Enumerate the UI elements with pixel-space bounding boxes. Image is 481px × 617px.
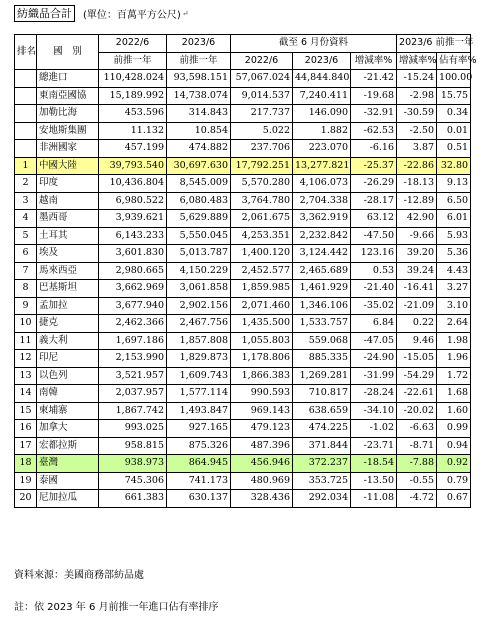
value-cell-a: 6,980.522: [99, 192, 167, 210]
table-row: [15, 437, 471, 455]
value-cell-g: 1.60: [437, 402, 471, 420]
table-row: [15, 210, 471, 228]
rank-cell: [15, 87, 37, 105]
value-cell-g: 3.10: [437, 297, 471, 315]
header-growth: 增減率%: [351, 52, 397, 70]
value-cell-d: 7,240.411: [293, 87, 351, 105]
value-cell-e: 6.84: [351, 315, 397, 333]
table-row: [15, 297, 471, 315]
table-row: [15, 157, 471, 175]
header-share: 佔有率%: [437, 52, 471, 70]
value-cell-b: 4,150.229: [167, 262, 231, 280]
rank-cell: 16: [15, 420, 37, 438]
value-cell-e: -23.71: [351, 437, 397, 455]
value-cell-e: -21.42: [351, 70, 397, 88]
value-cell-f: -12.89: [397, 192, 437, 210]
value-cell-b: 741.173: [167, 472, 231, 490]
value-cell-e: -62.53: [351, 122, 397, 140]
table-row: [15, 420, 471, 438]
value-cell-d: 1.882: [293, 122, 351, 140]
value-cell-g: 1.68: [437, 385, 471, 403]
value-cell-e: -11.08: [351, 490, 397, 508]
value-cell-e: -35.02: [351, 297, 397, 315]
value-cell-d: 710.817: [293, 385, 351, 403]
table-row: [15, 140, 471, 158]
rank-cell: 3: [15, 192, 37, 210]
source-note: 資料來源：美國商務部紡品處: [14, 570, 144, 581]
value-cell-a: 3,521.957: [99, 367, 167, 385]
rank-cell: [15, 70, 37, 88]
value-cell-c: 2,452.577: [231, 262, 293, 280]
value-cell-e: -13.50: [351, 472, 397, 490]
value-cell-b: 2,467.756: [167, 315, 231, 333]
value-cell-c: 2,071.460: [231, 297, 293, 315]
header-country: 國 別: [37, 35, 99, 70]
value-cell-c: 17,792.251: [231, 157, 293, 175]
value-cell-c: 5,570.280: [231, 175, 293, 193]
value-cell-a: 2,153.990: [99, 350, 167, 368]
value-cell-e: -34.10: [351, 402, 397, 420]
return-mark-icon: ↵: [181, 8, 189, 18]
header-rank: 排名: [15, 35, 37, 70]
value-cell-f: -15.24: [397, 70, 437, 88]
value-cell-c: 2,061.675: [231, 210, 293, 228]
value-cell-a: 993.025: [99, 420, 167, 438]
value-cell-d: 2,232.842: [293, 227, 351, 245]
country-cell: 尼加拉瓜: [37, 490, 99, 508]
value-cell-d: 1,461.929: [293, 280, 351, 298]
import-table: [14, 34, 477, 508]
title-row: [14, 4, 189, 22]
table-row: [15, 70, 471, 88]
footnote: 註：依 2023 年 6 月前推一年進口佔有率排序: [14, 602, 219, 613]
value-cell-a: 2,037.957: [99, 385, 167, 403]
rank-cell: 12: [15, 350, 37, 368]
value-cell-a: 3,662.969: [99, 280, 167, 298]
value-cell-a: 110,428.024: [99, 70, 167, 88]
table-row: [15, 350, 471, 368]
value-cell-f: 9.46: [397, 332, 437, 350]
country-cell: 總進口: [37, 70, 99, 88]
table-row: [15, 245, 471, 263]
value-cell-a: 1,867.742: [99, 402, 167, 420]
value-cell-a: 3,677.940: [99, 297, 167, 315]
country-cell: 埃及: [37, 245, 99, 263]
value-cell-g: 32.80: [437, 157, 471, 175]
value-cell-a: 3,939.621: [99, 210, 167, 228]
value-cell-b: 1,493.847: [167, 402, 231, 420]
value-cell-g: 6.01: [437, 210, 471, 228]
value-cell-f: -4.72: [397, 490, 437, 508]
value-cell-b: 10.854: [167, 122, 231, 140]
table-row: [15, 367, 471, 385]
value-cell-a: 6,143.233: [99, 227, 167, 245]
value-cell-b: 630.137: [167, 490, 231, 508]
table-row: [15, 122, 471, 140]
rank-cell: 6: [15, 245, 37, 263]
country-cell: 孟加拉: [37, 297, 99, 315]
table-row: [15, 280, 471, 298]
value-cell-f: -15.05: [397, 350, 437, 368]
value-cell-c: 237.706: [231, 140, 293, 158]
value-cell-g: 5.36: [437, 245, 471, 263]
value-cell-a: 3,601.830: [99, 245, 167, 263]
header-2022: 2022/6: [99, 35, 167, 53]
header-growth-2: 增減率%: [397, 52, 437, 70]
country-cell: 捷克: [37, 315, 99, 333]
value-cell-c: 1,055.803: [231, 332, 293, 350]
value-cell-d: 4,106.073: [293, 175, 351, 193]
value-cell-c: 487.396: [231, 437, 293, 455]
value-cell-g: 0.92: [437, 455, 471, 473]
value-cell-g: 9.13: [437, 175, 471, 193]
value-cell-c: 1,178.806: [231, 350, 293, 368]
header-prev-year-a: 前推一年: [99, 52, 167, 70]
country-cell: 臺灣: [37, 455, 99, 473]
value-cell-g: 6.50: [437, 192, 471, 210]
value-cell-a: 2,980.665: [99, 262, 167, 280]
rank-cell: 9: [15, 297, 37, 315]
value-cell-g: 1.72: [437, 367, 471, 385]
rank-cell: 14: [15, 385, 37, 403]
country-cell: 加勒比海: [37, 105, 99, 123]
rank-cell: 4: [15, 210, 37, 228]
value-cell-a: 1,697.186: [99, 332, 167, 350]
value-cell-g: 15.75: [437, 87, 471, 105]
country-cell: 安地斯集團: [37, 122, 99, 140]
value-cell-b: 3,061.858: [167, 280, 231, 298]
value-cell-g: 0.34: [437, 105, 471, 123]
value-cell-f: -22.61: [397, 385, 437, 403]
value-cell-a: 938.973: [99, 455, 167, 473]
value-cell-b: 14,738.074: [167, 87, 231, 105]
value-cell-f: 39.24: [397, 262, 437, 280]
value-cell-d: 371.844: [293, 437, 351, 455]
value-cell-b: 5,629.889: [167, 210, 231, 228]
value-cell-e: -31.99: [351, 367, 397, 385]
value-cell-c: 217.737: [231, 105, 293, 123]
country-cell: 印尼: [37, 350, 99, 368]
country-cell: 馬來西亞: [37, 262, 99, 280]
value-cell-b: 864.945: [167, 455, 231, 473]
country-cell: 印度: [37, 175, 99, 193]
table-row: [15, 455, 471, 473]
value-cell-b: 875.326: [167, 437, 231, 455]
rank-cell: 13: [15, 367, 37, 385]
country-cell: 以色列: [37, 367, 99, 385]
value-cell-b: 927.165: [167, 420, 231, 438]
value-cell-c: 9,014.537: [231, 87, 293, 105]
value-cell-d: 1,269.281: [293, 367, 351, 385]
rank-cell: 5: [15, 227, 37, 245]
value-cell-f: -18.13: [397, 175, 437, 193]
table-row: [15, 175, 471, 193]
value-cell-f: -54.29: [397, 367, 437, 385]
value-cell-g: 2.64: [437, 315, 471, 333]
value-cell-g: 3.27: [437, 280, 471, 298]
value-cell-e: -19.68: [351, 87, 397, 105]
rank-cell: 1: [15, 157, 37, 175]
country-cell: 巴基斯坦: [37, 280, 99, 298]
table-row: [15, 402, 471, 420]
value-cell-f: 3.87: [397, 140, 437, 158]
value-cell-a: 453.596: [99, 105, 167, 123]
table-row: [15, 262, 471, 280]
value-cell-b: 8,545.009: [167, 175, 231, 193]
table-row: [15, 192, 471, 210]
header-row-1: [15, 35, 471, 53]
value-cell-f: -22.86: [397, 157, 437, 175]
value-cell-c: 4,253.351: [231, 227, 293, 245]
value-cell-b: 474.882: [167, 140, 231, 158]
country-cell: 東南亞國協: [37, 87, 99, 105]
value-cell-f: -2.98: [397, 87, 437, 105]
value-cell-d: 2,465.689: [293, 262, 351, 280]
header-2023: 2023/6: [167, 35, 231, 53]
value-cell-b: 5,013.787: [167, 245, 231, 263]
value-cell-c: 479.123: [231, 420, 293, 438]
value-cell-e: -32.91: [351, 105, 397, 123]
country-cell: 泰國: [37, 472, 99, 490]
table-title: 紡織品合計: [14, 5, 75, 22]
value-cell-e: 123.16: [351, 245, 397, 263]
value-cell-f: -7.88: [397, 455, 437, 473]
rank-cell: 18: [15, 455, 37, 473]
value-cell-f: -9.66: [397, 227, 437, 245]
value-cell-d: 474.225: [293, 420, 351, 438]
rank-cell: 2: [15, 175, 37, 193]
value-cell-b: 1,609.743: [167, 367, 231, 385]
value-cell-c: 1,400.120: [231, 245, 293, 263]
country-cell: 義大利: [37, 332, 99, 350]
value-cell-d: 13,277.821: [293, 157, 351, 175]
value-cell-b: 5,550.045: [167, 227, 231, 245]
rank-cell: 20: [15, 490, 37, 508]
value-cell-b: 1,857.808: [167, 332, 231, 350]
value-cell-e: 63.12: [351, 210, 397, 228]
table-row: [15, 87, 471, 105]
value-cell-e: -21.40: [351, 280, 397, 298]
table-row: [15, 105, 471, 123]
rank-cell: [15, 122, 37, 140]
value-cell-e: -25.37: [351, 157, 397, 175]
value-cell-g: 0.94: [437, 437, 471, 455]
value-cell-f: -16.41: [397, 280, 437, 298]
value-cell-d: 2,704.338: [293, 192, 351, 210]
rank-cell: 8: [15, 280, 37, 298]
value-cell-c: 1,435.500: [231, 315, 293, 333]
value-cell-c: 456.946: [231, 455, 293, 473]
value-cell-a: 745.306: [99, 472, 167, 490]
value-cell-c: 1,859.985: [231, 280, 293, 298]
rank-cell: [15, 140, 37, 158]
country-cell: 土耳其: [37, 227, 99, 245]
value-cell-f: 42.90: [397, 210, 437, 228]
value-cell-e: -47.50: [351, 227, 397, 245]
value-cell-f: -2.50: [397, 122, 437, 140]
table-row: [15, 490, 471, 508]
table-row: [15, 332, 471, 350]
value-cell-a: 10,436.804: [99, 175, 167, 193]
value-cell-b: 2,902.156: [167, 297, 231, 315]
header-prev-year-group: 2023/6 前推一年: [397, 35, 471, 53]
value-cell-b: 1,577.114: [167, 385, 231, 403]
value-cell-a: 2,462.366: [99, 315, 167, 333]
value-cell-d: 292.034: [293, 490, 351, 508]
value-cell-c: 57,067.024: [231, 70, 293, 88]
value-cell-e: -18.54: [351, 455, 397, 473]
value-cell-a: 457.199: [99, 140, 167, 158]
value-cell-d: 638.659: [293, 402, 351, 420]
value-cell-f: -21.09: [397, 297, 437, 315]
header-ytd-2022: 2022/6: [231, 52, 293, 70]
value-cell-d: 3,124.442: [293, 245, 351, 263]
value-cell-e: -47.05: [351, 332, 397, 350]
value-cell-f: -0.55: [397, 472, 437, 490]
unit-label: (單位：百萬平方公尺): [83, 9, 181, 21]
value-cell-c: 3,764.780: [231, 192, 293, 210]
country-cell: 中國大陸: [37, 157, 99, 175]
value-cell-f: -6.63: [397, 420, 437, 438]
value-cell-a: 661.383: [99, 490, 167, 508]
rank-cell: [15, 105, 37, 123]
value-cell-f: -20.02: [397, 402, 437, 420]
value-cell-f: -8.71: [397, 437, 437, 455]
country-cell: 墨西哥: [37, 210, 99, 228]
value-cell-g: 0.99: [437, 420, 471, 438]
header-prev-year-b: 前推一年: [167, 52, 231, 70]
value-cell-c: 480.969: [231, 472, 293, 490]
value-cell-e: 0.53: [351, 262, 397, 280]
value-cell-b: 30,697.630: [167, 157, 231, 175]
value-cell-c: 969.143: [231, 402, 293, 420]
rank-cell: 17: [15, 437, 37, 455]
value-cell-e: -28.17: [351, 192, 397, 210]
value-cell-f: -30.59: [397, 105, 437, 123]
value-cell-g: 1.98: [437, 332, 471, 350]
value-cell-e: -24.90: [351, 350, 397, 368]
value-cell-d: 44,844.840: [293, 70, 351, 88]
country-cell: 宏都拉斯: [37, 437, 99, 455]
value-cell-d: 3,362.919: [293, 210, 351, 228]
value-cell-c: 990.593: [231, 385, 293, 403]
country-cell: 加拿大: [37, 420, 99, 438]
value-cell-d: 1,533.757: [293, 315, 351, 333]
value-cell-a: 39,793.540: [99, 157, 167, 175]
table-row: [15, 385, 471, 403]
country-cell: 柬埔寨: [37, 402, 99, 420]
value-cell-b: 1,829.873: [167, 350, 231, 368]
value-cell-g: 4.43: [437, 262, 471, 280]
value-cell-a: 11.132: [99, 122, 167, 140]
value-cell-g: 0.51: [437, 140, 471, 158]
value-cell-d: 559.068: [293, 332, 351, 350]
country-cell: 南韓: [37, 385, 99, 403]
value-cell-g: 1.96: [437, 350, 471, 368]
value-cell-g: 0.01: [437, 122, 471, 140]
value-cell-d: 885.335: [293, 350, 351, 368]
value-cell-d: 372.237: [293, 455, 351, 473]
value-cell-f: 0.22: [397, 315, 437, 333]
value-cell-e: -28.24: [351, 385, 397, 403]
country-cell: 越南: [37, 192, 99, 210]
value-cell-g: 5.93: [437, 227, 471, 245]
value-cell-e: -1.02: [351, 420, 397, 438]
value-cell-c: 1,866.383: [231, 367, 293, 385]
value-cell-c: 5.022: [231, 122, 293, 140]
value-cell-f: 39.20: [397, 245, 437, 263]
value-cell-g: 100.00: [437, 70, 471, 88]
value-cell-a: 15,189.992: [99, 87, 167, 105]
value-cell-a: 958.815: [99, 437, 167, 455]
header-ytd: 截至 6 月份資料: [231, 35, 397, 53]
header-ytd-2023: 2023/6: [293, 52, 351, 70]
value-cell-b: 314.843: [167, 105, 231, 123]
value-cell-d: 1,346.106: [293, 297, 351, 315]
value-cell-d: 146.090: [293, 105, 351, 123]
table-row: [15, 472, 471, 490]
value-cell-b: 93,598.151: [167, 70, 231, 88]
value-cell-d: 223.070: [293, 140, 351, 158]
rank-cell: 19: [15, 472, 37, 490]
rank-cell: 15: [15, 402, 37, 420]
value-cell-e: -26.29: [351, 175, 397, 193]
value-cell-c: 328.436: [231, 490, 293, 508]
value-cell-e: -6.16: [351, 140, 397, 158]
rank-cell: 10: [15, 315, 37, 333]
rank-cell: 11: [15, 332, 37, 350]
table-row: [15, 315, 471, 333]
rank-cell: 7: [15, 262, 37, 280]
table-row: [15, 227, 471, 245]
value-cell-b: 6,080.483: [167, 192, 231, 210]
value-cell-g: 0.67: [437, 490, 471, 508]
country-cell: 非洲國家: [37, 140, 99, 158]
value-cell-g: 0.79: [437, 472, 471, 490]
value-cell-d: 353.725: [293, 472, 351, 490]
